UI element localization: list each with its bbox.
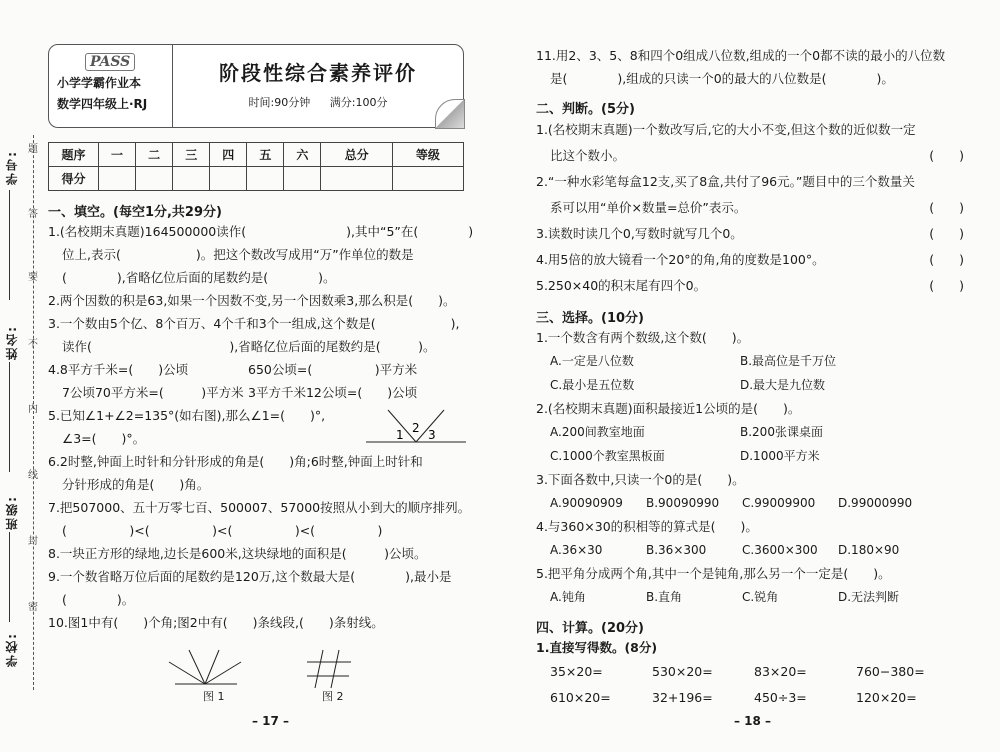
choice-option[interactable]: B.直角 [646, 590, 683, 604]
question-line: ∠3=( )°。 [62, 431, 146, 446]
class-blank[interactable] [9, 532, 10, 622]
question-line [48, 381, 480, 404]
name-label: 姓名: [5, 325, 19, 360]
calc-item[interactable]: 32+196= [652, 690, 713, 705]
choice-option[interactable]: C.3600×300 [742, 543, 818, 557]
question-part: 3平方千米12公顷=( )公顷 [248, 385, 418, 400]
question-line: 1.一个数含有两个数级,这个数( )。 [536, 330, 750, 345]
question-line: 位上,表示( )。把这个数改写成用“万”作单位的数是 [62, 247, 414, 262]
choice-option[interactable]: C.锐角 [742, 590, 779, 604]
question-line: 是( ),组成的只读一个0的最大的八位数是( )。 [550, 71, 894, 86]
choice-option[interactable]: A.90090909 [550, 496, 623, 510]
calc-item[interactable]: 120×20= [856, 690, 917, 705]
calc-item[interactable]: 35×20= [550, 664, 603, 679]
question-line: 8.一块正方形的绿地,边长是600米,这块绿地的面积是( )公顷。 [48, 546, 427, 561]
choice-option[interactable]: B.200张课桌面 [740, 425, 823, 439]
series-name: 小学学霸作业本 [57, 76, 142, 90]
question-line: 2.两个因数的积是63,如果一个因数不变,另一个因数乘3,那么积是( )。 [48, 293, 456, 308]
table-cell: 总分 [321, 143, 392, 167]
choice-option[interactable]: B.36×300 [646, 543, 707, 557]
question-part: 5.250×40的积末尾有四个0。 [536, 278, 707, 293]
exam-total-score: 满分:100分 [329, 96, 388, 109]
choice-option[interactable]: A.36×30 [550, 543, 603, 557]
calc-item[interactable]: 83×20= [754, 664, 807, 679]
right-page [536, 44, 976, 711]
table-row [49, 167, 464, 191]
question-line [536, 221, 976, 247]
question-line: 2.“一种水彩笔每盒12支,买了8盒,共付了96元。”题目中的三个数量关 [536, 174, 915, 189]
spine-warn-char: 内 [28, 404, 38, 415]
exam-title-block [173, 45, 463, 127]
question-line: 4.与360×30的积相等的算式是( )。 [536, 519, 758, 534]
angle-label: 2 [412, 421, 420, 435]
exam-meta [173, 94, 463, 110]
question-line: 2.(名校期末真题)面积最接近1公顷的是( )。 [536, 401, 801, 416]
left-page [48, 44, 480, 634]
question-part: 系可以用“单价×数量=总价”表示。 [550, 200, 747, 215]
angle-label: 3 [428, 428, 436, 442]
question-part: 7公顷70平方米=( )平方米 [62, 385, 244, 400]
spine-warn-char: 封 [28, 536, 38, 547]
question-part: 4.用5倍的放大镜看一个20°的角,角的度数是100°。 [536, 252, 825, 267]
choice-row [536, 491, 976, 515]
answer-blank[interactable]: ( ) [929, 252, 964, 267]
table-cell: 题序 [49, 143, 99, 167]
score-input-cell[interactable] [284, 167, 321, 191]
choice-option[interactable]: A.一定是八位数 [550, 354, 634, 368]
answer-blank[interactable]: ( ) [929, 226, 964, 241]
question-line: ( )。 [62, 592, 135, 607]
answer-blank[interactable]: ( ) [929, 200, 964, 215]
question-line: 9.一个数省略万位后面的尾数约是120万,这个数最大是( ),最小是 [48, 569, 452, 584]
question-part: 3.读数时读几个0,写数时就写几个0。 [536, 226, 743, 241]
choice-option[interactable]: C.1000个教室黑板面 [550, 449, 665, 463]
spine-warn-char: 线 [28, 470, 38, 481]
name-blank[interactable] [9, 362, 10, 472]
score-input-cell[interactable] [210, 167, 247, 191]
table-row [49, 143, 464, 167]
score-input-cell[interactable] [321, 167, 392, 191]
section-heading: 四、计算。(20分) [536, 621, 644, 636]
spine-warn-char: 题 [28, 144, 38, 155]
angle-label: 1 [396, 428, 404, 442]
choice-option[interactable]: A.200间教室地面 [550, 425, 645, 439]
spine-warn-char: 答 [28, 209, 38, 220]
question-part: 比这个数小。 [550, 148, 626, 163]
question-line [536, 143, 976, 169]
question-line: 1.直接写得数。(8分) [536, 640, 658, 655]
question-part: 650公顷=( )平方米 [248, 362, 418, 377]
figure-1-label: 图 1 [203, 690, 225, 703]
choice-row [536, 585, 976, 609]
choice-row [536, 420, 976, 444]
class-label: 班级: [5, 495, 19, 530]
question-line: ( )<( )<( )<( ) [62, 523, 383, 538]
question-line: 1.(名校期末真题)一个数改写后,它的大小不变,但这个数的近似数一定 [536, 122, 916, 137]
question-line: 读作( ),省略亿位后面的尾数约是( )。 [62, 339, 436, 354]
section-heading: 一、填空。(每空1分,共29分) [48, 205, 222, 220]
spine-warn-char: 密 [28, 602, 38, 613]
choice-option[interactable]: B.90090990 [646, 496, 720, 510]
calc-row [536, 659, 976, 685]
table-cell: 得分 [49, 167, 99, 191]
spine-warn-char: 要 [28, 272, 38, 283]
calc-item[interactable]: 530×20= [652, 664, 713, 679]
answer-blank[interactable]: ( ) [929, 278, 964, 293]
page-title: 阶段性综合素养评价 [219, 61, 417, 85]
calc-item[interactable]: 450÷3= [754, 690, 807, 705]
figure-2-label: 图 2 [322, 690, 344, 703]
grade-name: 数学四年级上·RJ [57, 97, 148, 111]
calc-item[interactable]: 610×20= [550, 690, 611, 705]
page-number: – 18 – [734, 714, 772, 728]
question-line [536, 273, 976, 299]
question-line: 3.一个数由5个亿、8个百万、4个千和3个一组成,这个数是( ), [48, 316, 460, 331]
choice-option[interactable]: D.99000990 [838, 496, 913, 510]
choice-option[interactable]: C.最小是五位数 [550, 378, 635, 392]
question-line: ( ),省略亿位后面的尾数约是( )。 [62, 270, 336, 285]
calc-row [536, 685, 976, 711]
figure-2-lines [305, 648, 355, 690]
choice-row [536, 373, 976, 397]
question-line: 10.图1中有( )个角;图2中有( )条线段,( )条射线。 [48, 615, 384, 630]
table-cell: 二 [136, 143, 173, 167]
table-cell: 三 [173, 143, 210, 167]
score-input-cell[interactable] [99, 167, 136, 191]
score-input-cell[interactable] [136, 167, 173, 191]
question-line [48, 358, 480, 381]
choice-option[interactable]: D.无法判断 [838, 590, 900, 604]
student-no-label: 学号: [5, 150, 19, 185]
choice-row [536, 444, 976, 468]
question-part: 5.已知∠1+∠2=135°(如右图),那么∠1=( )°, [48, 408, 326, 423]
question-line [536, 247, 976, 273]
question-line: 分针形成的角是( )角。 [62, 477, 210, 492]
angle-figure [366, 406, 466, 450]
score-input-cell[interactable] [173, 167, 210, 191]
choice-option[interactable]: C.99009900 [742, 496, 816, 510]
exam-time: 时间:90分钟 [248, 96, 311, 109]
student-no-blank[interactable] [9, 190, 10, 300]
school-label: 学校: [5, 632, 19, 667]
page-number: – 17 – [252, 714, 290, 728]
spine-warn-char: 不 [28, 339, 38, 350]
question-line: 6.2时整,钟面上时针和分针形成的角是( )角;6时整,钟面上时针和 [48, 454, 423, 469]
question-part: 4.8平方千米=( )公顷 [48, 362, 189, 377]
choice-option[interactable]: D.最大是九位数 [740, 378, 826, 392]
choice-option[interactable]: D.1000平方米 [740, 449, 820, 463]
choice-row [536, 349, 976, 373]
score-input-cell[interactable] [247, 167, 284, 191]
table-cell: 一 [99, 143, 136, 167]
choice-option[interactable]: A.钝角 [550, 590, 586, 604]
choice-option[interactable]: B.最高位是千万位 [740, 354, 837, 368]
book-info [49, 45, 173, 127]
exam-header [48, 44, 464, 128]
binding-spine [0, 0, 44, 752]
section-heading: 二、判断。(5分) [536, 102, 635, 117]
figure-1-angles [165, 648, 245, 692]
table-cell: 六 [284, 143, 321, 167]
table-cell: 四 [210, 143, 247, 167]
question-line: 5.把平角分成两个角,其中一个是钝角,那么另一个一定是( )。 [536, 566, 891, 581]
table-cell: 等级 [392, 143, 463, 167]
question-line [48, 404, 480, 442]
question-line: 7.把507000、五十万零七百、500007、57000按照从小到大的顺序排列。 [48, 500, 471, 515]
pass-logo: PASS [85, 53, 135, 71]
question-line: 1.(名校期末真题)164500000读作( ),其中“5”在( ) [48, 224, 474, 239]
table-cell: 五 [247, 143, 284, 167]
score-input-cell[interactable] [392, 167, 463, 191]
answer-blank[interactable]: ( ) [929, 148, 964, 163]
question-line: 3.下面各数中,只读一个0的是( )。 [536, 472, 745, 487]
choice-option[interactable]: D.180×90 [838, 543, 900, 557]
choice-row [536, 538, 976, 562]
calc-item[interactable]: 760−380= [856, 664, 925, 679]
score-table [48, 142, 464, 191]
section-heading: 三、选择。(10分) [536, 311, 644, 326]
question-line [536, 195, 976, 221]
question-line: 11.用2、3、5、8和四个0组成八位数,组成的一个0都不读的最小的八位数 [536, 48, 946, 63]
